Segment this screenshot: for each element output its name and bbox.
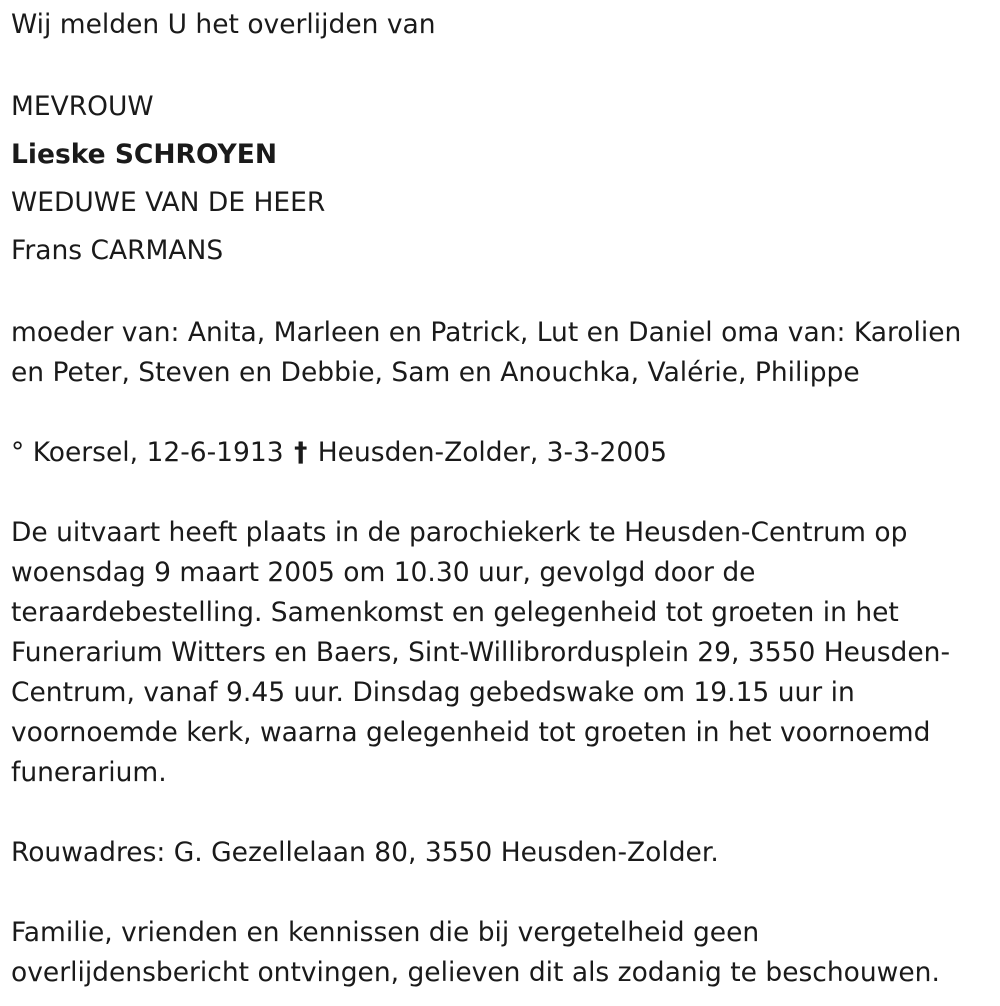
birth-mark: °	[11, 437, 25, 468]
deceased-name: Lieske SCHROYEN	[11, 139, 277, 170]
funeral-paragraph	[11, 513, 986, 793]
closing-line: overlijdensbericht ontvingen, gelieven dit als zodanig te beschouwen.	[11, 957, 940, 988]
deceased-block	[11, 83, 986, 275]
funeral-line: funerarium.	[11, 757, 167, 788]
mourning-address: Rouwadres: G. Gezellelaan 80, 3550 Heusden-Zolder.	[11, 837, 719, 868]
funeral-line: Funerarium Witters en Baers, Sint-Willibrordusplein 29, 3550 Heusden-	[11, 637, 951, 668]
death-date: Heusden-Zolder, 3-3-2005	[317, 437, 667, 468]
spouse-name: Frans CARMANS	[11, 235, 224, 266]
intro-text: Wij melden U het overlijden van	[11, 9, 436, 40]
birth-date: Koersel, 12-6-1913	[32, 437, 284, 468]
funeral-line: voornoemde kerk, waarna gelegenheid tot groeten in het voornoemd	[11, 717, 931, 748]
funeral-line: Centrum, vanaf 9.45 uur. Dinsdag gebedswake om 19.15 uur in	[11, 677, 855, 708]
closing-line: Familie, vrienden en kennissen die bij vergetelheid geen	[11, 917, 760, 948]
family-line: moeder van: Anita, Marleen en Patrick, Lut en Daniel oma van: Karolien	[11, 317, 962, 348]
widow-line: WEDUWE VAN DE HEER	[11, 187, 326, 218]
life-dates	[11, 433, 986, 473]
funeral-line: woensdag 9 maart 2005 om 10.30 uur, gevolgd door de	[11, 557, 756, 588]
obituary-notice	[11, 5, 986, 993]
funeral-line: teraardebestelling. Samenkomst en gelegenheid tot groeten in het	[11, 597, 899, 628]
family-paragraph	[11, 313, 986, 393]
closing-paragraph	[11, 913, 986, 993]
title-line: MEVROUW	[11, 91, 154, 122]
funeral-line: De uitvaart heeft plaats in de parochiekerk te Heusden-Centrum op	[11, 517, 908, 548]
family-line: en Peter, Steven en Debbie, Sam en Anouchka, Valérie, Philippe	[11, 357, 860, 388]
cross-icon: †	[294, 437, 308, 468]
